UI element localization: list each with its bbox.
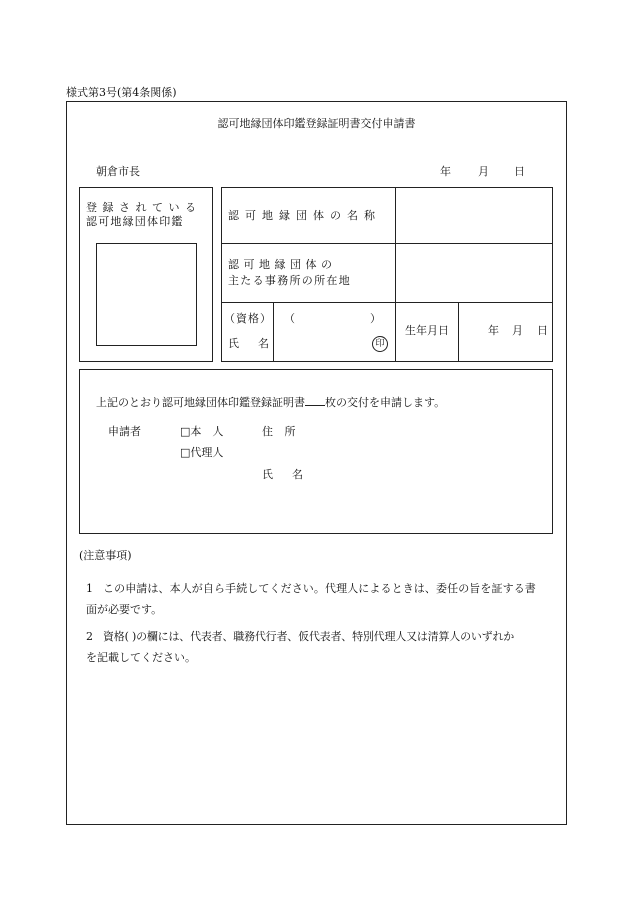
- statement-post: 枚の交付を申請します。: [325, 396, 446, 409]
- table-divider-v2: [273, 302, 274, 362]
- form-number: 様式第3号(第4条関係): [66, 86, 177, 99]
- birth-month: 月: [512, 324, 523, 337]
- option-agent-checkbox[interactable]: □代理人: [180, 446, 224, 459]
- seal-box-label-2: 認可地縁団体印鑑: [86, 215, 184, 228]
- office-label-2: 主たる事務所の所在地: [228, 274, 351, 287]
- name-field[interactable]: [280, 334, 365, 352]
- name-label: 氏 名: [228, 337, 273, 350]
- birth-date-label: 生年月日: [405, 324, 449, 337]
- applicant-label: 申請者: [108, 425, 141, 438]
- seal-box-label-1: 登録されている: [86, 201, 202, 214]
- qualification-paren-close: ）: [370, 312, 381, 325]
- application-statement: [96, 394, 445, 410]
- org-name-label: 認可地縁団体の名称: [228, 209, 381, 222]
- notes-heading: (注意事項): [79, 549, 132, 562]
- date-year: 年: [440, 165, 451, 178]
- addressee: 朝倉市長: [96, 165, 140, 178]
- note-1-line-2: 面が必要です。: [86, 603, 163, 616]
- org-name-field[interactable]: [396, 188, 552, 242]
- birth-year: 年: [488, 324, 499, 337]
- office-address-field[interactable]: [396, 244, 552, 301]
- qualification-label: （資格）: [224, 312, 272, 325]
- date-day: 日: [514, 165, 525, 178]
- seal-mark: 印: [372, 336, 388, 352]
- note-1-line-1: この申請は、本人が自ら手続してください。代理人によるときは、委任の旨を証する書: [103, 582, 536, 595]
- note-2-number: 2: [86, 630, 93, 643]
- table-divider-h2: [221, 302, 553, 303]
- statement-pre: 上記のとおり認可地縁団体印鑑登録証明書: [96, 396, 305, 409]
- note-2-line-1: 資格( )の欄には、代表者、職務代行者、仮代表者、特別代理人又は清算人のいずれか: [103, 630, 515, 643]
- applicant-name-field[interactable]: [300, 466, 540, 484]
- address-label: 住 所: [262, 425, 300, 438]
- note-1-number: 1: [86, 582, 93, 595]
- qualification-paren-open: （: [284, 312, 295, 325]
- note-2-line-2: を記載してください。: [86, 651, 196, 664]
- date-month: 月: [478, 165, 489, 178]
- form-title: 認可地縁団体印鑑登録証明書交付申請書: [217, 117, 416, 130]
- applicant-name-label: 氏 名: [262, 468, 307, 481]
- table-divider-v3: [458, 302, 459, 362]
- copies-field[interactable]: [305, 394, 325, 406]
- qualification-field[interactable]: [296, 310, 366, 326]
- option-self-checkbox[interactable]: □本 人: [180, 425, 224, 438]
- applicant-address-field[interactable]: [300, 423, 540, 441]
- birth-day: 日: [537, 324, 548, 337]
- office-label-1: 認 可 地 縁 団 体 の: [228, 258, 333, 271]
- seal-impression-area[interactable]: [96, 243, 197, 346]
